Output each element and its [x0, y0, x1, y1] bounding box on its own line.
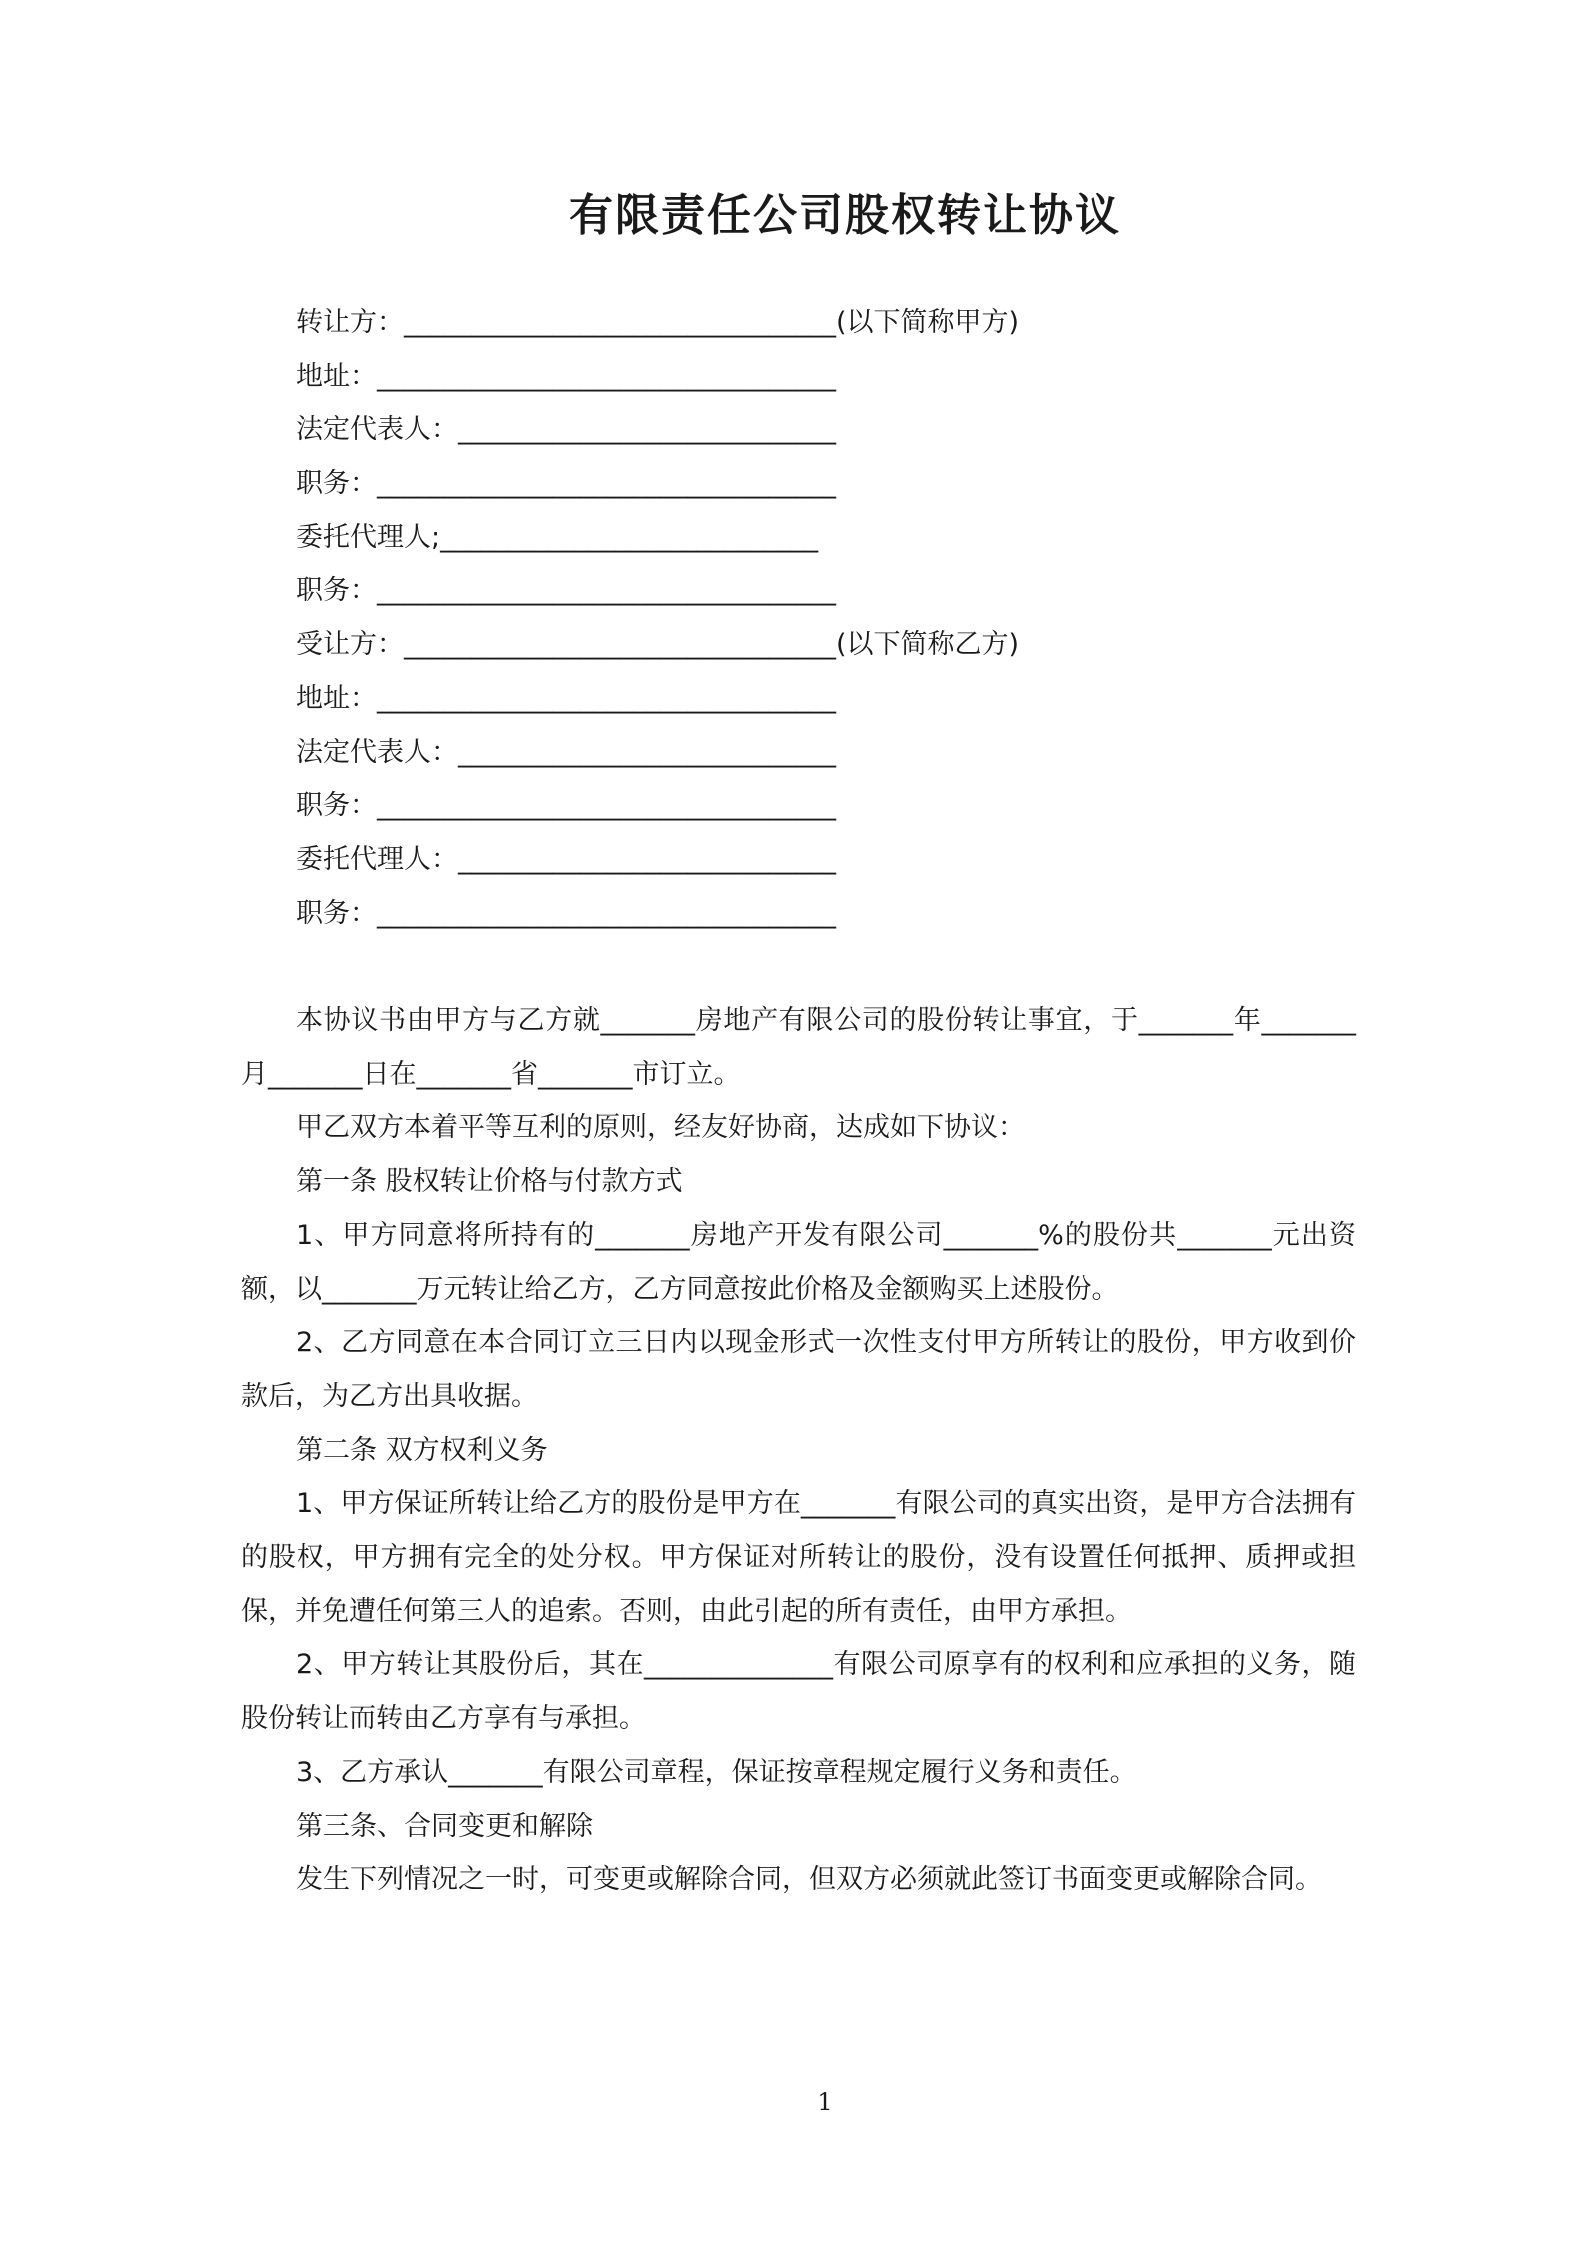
- field-suffix: (以下简称乙方): [836, 629, 1020, 661]
- paragraph-clause: 2、乙方同意在本合同订立三日内以现金形式一次性支付甲方所转让的股份，甲方收到价款后，为乙方出具收据。: [241, 1327, 1356, 1412]
- party-line-agent-a: [296, 511, 1019, 565]
- field-label: 职务：: [296, 468, 377, 500]
- field-blank: __________________________________: [377, 575, 836, 607]
- field-blank: __________________________________: [377, 682, 836, 714]
- field-blank: ________________________________: [404, 307, 836, 338]
- paragraph-preamble: 本协议书由甲方与乙方就_______房地产有限公司的股份转让事宜，于_______年_______月_______日在_______省_______市订立。: [241, 1005, 1356, 1090]
- article-heading-1: 第一条 股权转让价格与付款方式: [296, 1166, 683, 1198]
- field-suffix: (以下简称甲方): [836, 307, 1020, 338]
- party-line-transferor: [296, 296, 1019, 350]
- article-heading-3: 第三条、合同变更和解除: [296, 1810, 593, 1842]
- field-blank: ____________________________: [458, 414, 836, 446]
- party-line-legal-rep-b: [296, 726, 1019, 780]
- party-line-agent-title-a: [296, 564, 1019, 618]
- field-blank: ____________________________: [458, 843, 836, 875]
- page-number: 1: [817, 2088, 833, 2116]
- paragraph-clause: 3、乙方承认_______有限公司章程，保证按章程规定履行义务和责任。: [296, 1756, 1137, 1788]
- field-blank: ____________________________: [458, 736, 836, 768]
- party-line-transferee: [296, 618, 1019, 672]
- field-label: 法定代表人：: [296, 414, 458, 446]
- paragraph-clause: 发生下列情况之一时，可变更或解除合同，但双方必须就此签订书面变更或解除合同。: [296, 1864, 1322, 1896]
- field-label: 地址：: [296, 682, 377, 714]
- field-label: 委托代理人：: [296, 843, 458, 875]
- field-label: 委托代理人;: [296, 521, 441, 553]
- party-line-agent-b: [296, 833, 1019, 887]
- field-label: 职务：: [296, 897, 377, 929]
- field-blank: __________________________________: [377, 897, 836, 929]
- party-line-title-b: [296, 779, 1019, 833]
- paragraph-clause: 2、甲方转让其股份后，其在______________有限公司原享有的权利和应承担的义务，随股份转让而转由乙方享有与承担。: [241, 1649, 1356, 1735]
- paragraph-clause: 1、甲方保证所转让给乙方的股份是甲方在_______有限公司的真实出资，是甲方合法拥有的股权，甲方拥有完全的处分权。甲方保证对所转让的股份，没有设置任何抵押、质押或担保，并免遭任何第三人的追索。否则，由此引起的所有责任，由甲方承担。: [241, 1488, 1356, 1627]
- party-info-block: [296, 296, 1019, 940]
- field-label: 地址：: [296, 360, 377, 392]
- party-line-agent-title-b: [296, 887, 1019, 941]
- field-label: 法定代表人：: [296, 736, 458, 768]
- field-blank: ____________________________: [440, 521, 819, 553]
- party-line-address-a: [296, 350, 1019, 404]
- field-label: 职务：: [296, 575, 377, 607]
- field-label: 职务：: [296, 790, 377, 822]
- paragraph-clause: 1、甲方同意将所持有的_______房地产开发有限公司_______%的股份共_______元出资额，以_______万元转让给乙方，乙方同意按此价格及金额购买上述股份。: [241, 1219, 1356, 1305]
- agreement-body: [241, 994, 1356, 1907]
- party-line-title-a: [296, 457, 1019, 511]
- field-label: 转让方：: [296, 307, 404, 338]
- field-blank: __________________________________: [377, 790, 836, 822]
- page-title: 有限责任公司股权转让协议: [569, 190, 1121, 241]
- paragraph-principle: 甲乙双方本着平等互利的原则，经友好协商，达成如下协议：: [296, 1112, 1025, 1144]
- party-line-address-b: [296, 672, 1019, 726]
- field-blank: __________________________________: [377, 360, 836, 392]
- field-blank: __________________________________: [377, 468, 836, 500]
- party-line-legal-rep-a: [296, 403, 1019, 457]
- field-blank: ________________________________: [404, 629, 836, 661]
- article-heading-2: 第二条 双方权利义务: [296, 1434, 548, 1466]
- field-label: 受让方：: [296, 629, 404, 661]
